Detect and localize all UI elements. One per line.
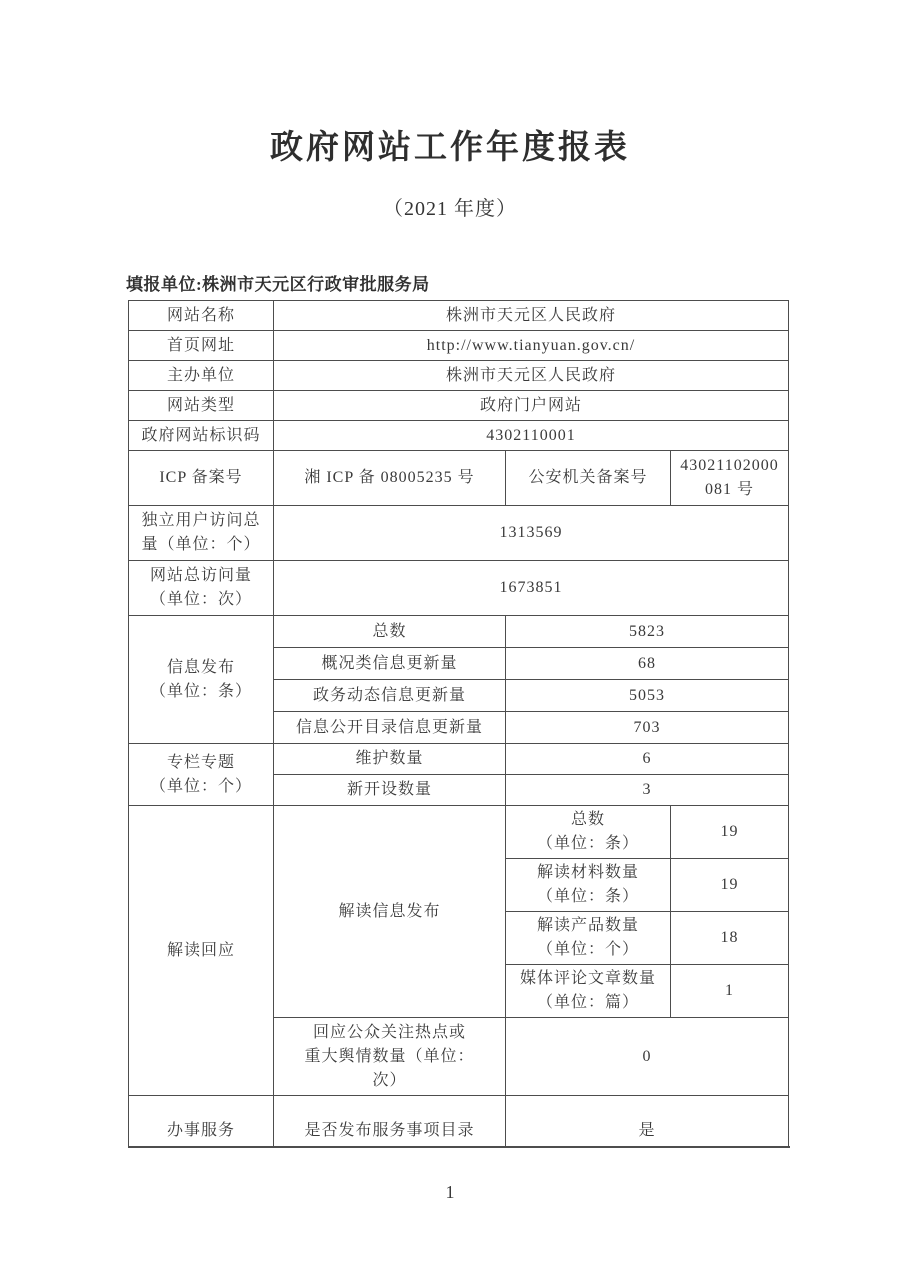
interpret-total-value-cell: 19 (671, 806, 789, 859)
total-visits-label-line1: 网站总访问量 (149, 567, 252, 584)
interpret-total-label-line2: （单位：条） (536, 835, 639, 852)
respond-hotspot-label-line3: 次） (372, 1071, 407, 1089)
table-row (129, 506, 789, 561)
interpret-product-label-line2: （单位：个） (536, 941, 639, 958)
unique-visitors-label-cell (129, 506, 274, 561)
info-directory-value-cell: 703 (506, 712, 789, 744)
interpret-subgroup-cell: 解读信息发布 (274, 806, 506, 1018)
info-overview-label-cell: 概况类信息更新量 (274, 648, 506, 680)
table-row (129, 301, 789, 331)
interpret-material-label-line1: 解读材料数量 (536, 864, 639, 881)
table-row (129, 421, 789, 451)
interpret-total-label-cell (506, 806, 671, 859)
homepage-url-cell: http://www.tianyuan.gov.cn/ (274, 331, 789, 361)
info-total-value-cell: 5823 (506, 616, 789, 648)
info-publish-group-line1: 信息发布 (166, 658, 235, 676)
police-record-number-cell (671, 451, 789, 506)
respond-hotspot-value-cell: 0 (506, 1018, 789, 1096)
media-comment-label-cell (506, 965, 671, 1018)
site-code-label-cell: 政府网站标识码 (129, 421, 274, 451)
table-row (129, 616, 789, 648)
service-catalog-value-cell: 是 (506, 1096, 789, 1149)
interpret-material-label-line2: （单位：条） (536, 888, 639, 905)
total-visits-label-line2: （单位：次） (149, 591, 252, 608)
organizer-label-cell: 主办单位 (129, 361, 274, 391)
info-gov-news-value-cell: 5053 (506, 680, 789, 712)
unique-visitors-label-line2: 量（单位：个） (141, 536, 261, 553)
media-comment-label-line1: 媒体评论文章数量 (519, 970, 656, 987)
police-record-number-line1: 43021102000 (680, 457, 779, 474)
reporting-unit-value: 株洲市天元区行政审批服务局 (202, 275, 430, 294)
site-type-value-cell: 政府门户网站 (274, 391, 789, 421)
interpret-total-label-line1: 总数 (570, 811, 605, 828)
maintained-count-value-cell: 6 (506, 744, 789, 775)
icp-label-cell: ICP 备案号 (129, 451, 274, 506)
table-row (129, 806, 789, 859)
info-gov-news-label-cell: 政务动态信息更新量 (274, 680, 506, 712)
unique-visitors-label-line1: 独立用户访问总 (141, 512, 261, 529)
police-record-label-cell: 公安机关备案号 (506, 451, 671, 506)
newly-opened-value-cell: 3 (506, 775, 789, 806)
table-row (129, 1096, 789, 1149)
interpret-material-label-cell (506, 859, 671, 912)
police-record-number-line2: 081 号 (704, 481, 754, 498)
page-title: 政府网站工作年度报表 (270, 128, 630, 165)
info-total-label-cell: 总数 (274, 616, 506, 648)
page-subtitle: （2021 年度） (383, 198, 517, 220)
service-catalog-label-cell: 是否发布服务事项目录 (274, 1096, 506, 1149)
report-table (128, 300, 789, 1148)
maintained-count-label-cell: 维护数量 (274, 744, 506, 775)
site-name-value-cell: 株洲市天元区人民政府 (274, 301, 789, 331)
interpret-material-value-cell: 19 (671, 859, 789, 912)
respond-hotspot-label-line2: 重大舆情数量（单位： (304, 1047, 475, 1065)
columns-topics-group-line1: 专栏专题 (166, 753, 235, 771)
interpret-group-cell: 解读回应 (129, 806, 274, 1096)
reporting-unit-label: 填报单位: (126, 275, 203, 294)
page-number: 1 (445, 1182, 455, 1202)
site-code-value-cell: 4302110001 (274, 421, 789, 451)
organizer-value-cell: 株洲市天元区人民政府 (274, 361, 789, 391)
icp-number-cell: 湘 ICP 备 08005235 号 (274, 451, 506, 506)
interpret-product-label-line1: 解读产品数量 (536, 917, 639, 934)
homepage-label-cell: 首页网址 (129, 331, 274, 361)
newly-opened-label-cell: 新开设数量 (274, 775, 506, 806)
unique-visitors-value-cell: 1313569 (274, 506, 789, 561)
info-overview-value-cell: 68 (506, 648, 789, 680)
service-group-cell: 办事服务 (129, 1096, 274, 1149)
columns-topics-group-cell (129, 744, 274, 806)
info-publish-group-line2: （单位：条） (149, 682, 252, 700)
table-row (129, 391, 789, 421)
respond-hotspot-label-line1: 回应公众关注热点或 (312, 1023, 466, 1041)
table-row (129, 451, 789, 506)
interpret-product-label-cell (506, 912, 671, 965)
total-visits-label-cell (129, 561, 274, 616)
site-type-label-cell: 网站类型 (129, 391, 274, 421)
info-publish-group-cell (129, 616, 274, 744)
info-directory-label-cell: 信息公开目录信息更新量 (274, 712, 506, 744)
report-table-wrap (128, 300, 790, 1148)
table-row (129, 561, 789, 616)
table-row (129, 361, 789, 391)
table-row (129, 331, 789, 361)
media-comment-value-cell: 1 (671, 965, 789, 1018)
site-name-label-cell: 网站名称 (129, 301, 274, 331)
interpret-product-value-cell: 18 (671, 912, 789, 965)
columns-topics-group-line2: （单位：个） (149, 777, 252, 795)
media-comment-label-line2: （单位：篇） (536, 994, 639, 1011)
reporting-unit-line (126, 270, 430, 295)
table-row (129, 744, 789, 775)
total-visits-value-cell: 1673851 (274, 561, 789, 616)
respond-hotspot-label-cell (274, 1018, 506, 1096)
